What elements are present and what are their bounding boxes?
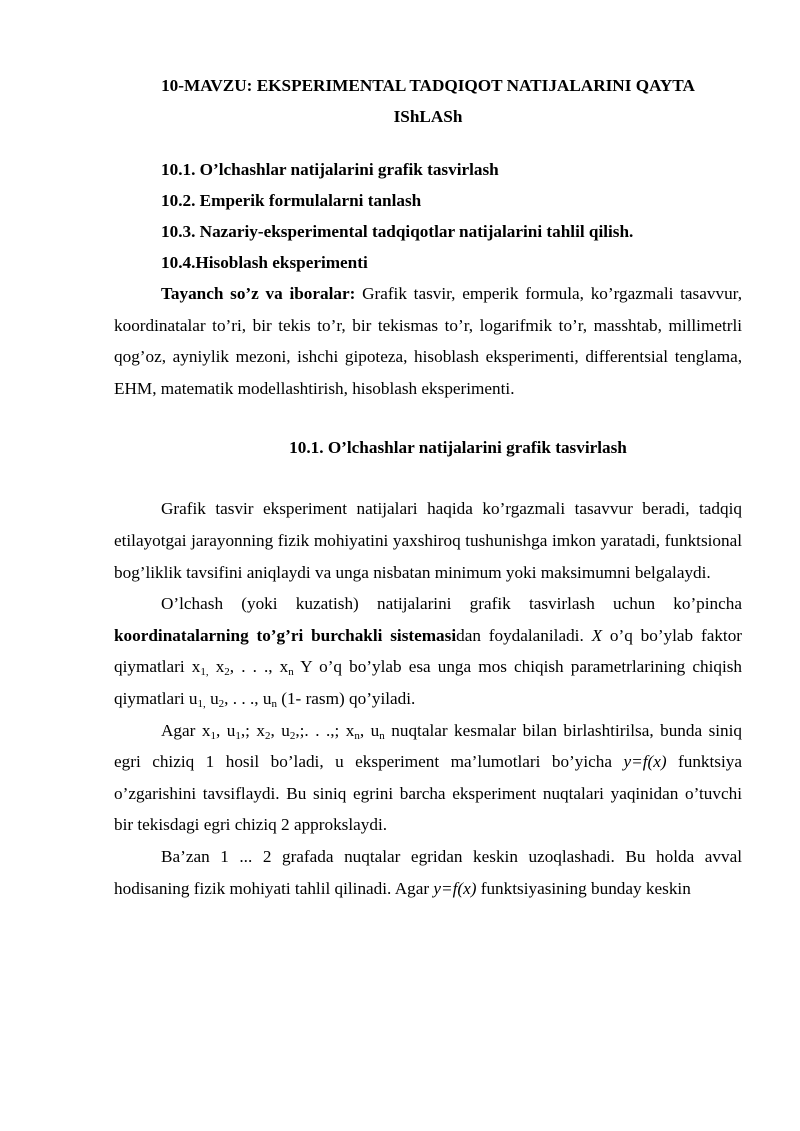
paragraph-3: Agar $x_1$, $u_1$,; $x_2$, $u_2$,;. . .,; $x_n$, $u_n$ nuqtalar kesmalar bilan birlashtirilsa, bunda siniq egri chiziq 1 hosil bo’ladi, u eksperiment ma’lumotlari bo’yicha y=f(x) funktsiya o’zgarishini tavsiflaydi. Bu siniq egrini barcha eksperiment nuqtalari yaqinidan o’tuvchi bir tekisdagi egri chiziq 2 approkslaydi. (114, 720, 743, 835)
toc-item: 10.4.Hisoblash eksperimenti (161, 253, 368, 272)
section-heading: 10.1. O’lchashlar natijalarini grafik tasvirlash (289, 438, 627, 458)
function-formula: y=f(x) (433, 878, 477, 898)
toc-item: 10.2. Emperik formulalarni tanlash (161, 191, 422, 210)
bold-term: koordinatalarning to’g’ri burchakli sistemasi (114, 625, 457, 645)
axis-x-symbol: X (591, 625, 603, 645)
page-title (114, 70, 742, 132)
toc-item: 10.3. Nazariy-eksperimental tadqiqotlar natijalarini tahlil qilish. (161, 222, 634, 241)
keywords-label: Tayanch so’z va iboralar: (161, 284, 356, 303)
keywords-text: Grafik tasvir, emperik formula, ko’rgazmali tasavvur, koordinatalar to’ri, bir tekis to’r, bir tekismas to’r, logarifmik to’r, masshtab, millimetrli qog’oz, ayniylik mezoni, ishchi gipoteza, hisoblash eksperimenti, differentsial tenglama, EHM, matematik modellashtirish, hisoblash eksperimenti. (114, 284, 742, 398)
table-of-contents (114, 154, 742, 278)
function-formula: y=f(x) (623, 752, 667, 772)
keywords-paragraph (114, 278, 742, 404)
document-page (114, 70, 742, 904)
paragraph-1: Grafik tasvir eksperiment natijalari haqida ko’rgazmali tasavvur beradi, tadqiq etilayotgai jarayonning fizik mohiyatini yaxshiroq tushunishga imkon yaratadi, funktsional bog’liklik tavsifini aniqlaydi va unga nisbatan minimum yoki maksimumni belgalaydi. (114, 499, 742, 582)
title-line-2: IShLASh (393, 107, 463, 126)
title-line-1: 10-MAVZU: EKSPERIMENTAL TADQIQOT NATIJALARINI QAYTA (161, 76, 695, 95)
toc-item: 10.1. O’lchashlar natijalarini grafik tasvirlash (161, 160, 499, 179)
paragraph-2: O’lchash (yoki kuzatish) natijalarini grafik tasvirlash uchun ko’pincha koordinatalarning to’g’ri burchakli sistemasidan foydalaniladi. X o’q bo’ylab faktor qiymatlari $x_{1,}$ $x_2$, . . ., $x_n$ Y o’q bo’ylab esa unga mos chiqish parametrlarining chiqish qiymatlari $u_{1,}$ $u_2$, . . ., $u_n$ (1- rasm) qo’yiladi. (114, 594, 743, 710)
paragraph-4: Ba’zan 1 ... 2 grafada nuqtalar egridan keskin uzoqlashadi. Bu holda avval hodisaning fizik mohiyati tahlil qilinadi. Agar y=f(x) funktsiyasining bunday keskin (114, 846, 742, 898)
